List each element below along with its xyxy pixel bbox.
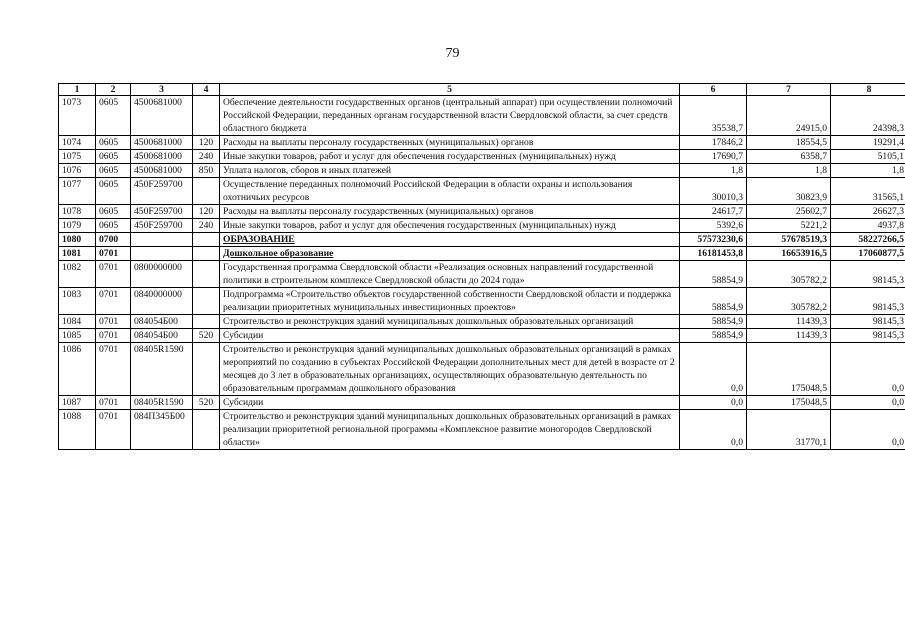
item-name: Строительство и реконструкция зданий муниципальных дошкольных образовательных организаций	[220, 315, 680, 329]
table-row	[59, 205, 905, 219]
table-row	[59, 164, 905, 178]
amount-col-8: 24398,3	[831, 96, 905, 136]
row-number: 1081	[59, 247, 96, 261]
amount-col-8: 0,0	[831, 343, 905, 396]
amount-col-7: 57678519,3	[747, 233, 831, 247]
item-name: Иные закупки товаров, работ и услуг для обеспечения государственных (муниципальных) нужд	[220, 150, 680, 164]
section-code: 0605	[96, 136, 131, 150]
row-number: 1075	[59, 150, 96, 164]
table-row	[59, 329, 905, 343]
item-name: Субсидии	[220, 396, 680, 410]
amount-col-6: 0,0	[680, 410, 747, 450]
section-code: 0701	[96, 410, 131, 450]
amount-col-6: 58854,9	[680, 329, 747, 343]
target-article-code: 450F259700	[131, 178, 193, 205]
table-row	[59, 219, 905, 233]
target-article-code: 08405R1590	[131, 343, 193, 396]
section-code: 0701	[96, 329, 131, 343]
amount-col-8: 98145,3	[831, 261, 905, 288]
table-row	[59, 150, 905, 164]
section-code: 0605	[96, 178, 131, 205]
target-article-code: 08405R1590	[131, 396, 193, 410]
amount-col-7: 305782,2	[747, 288, 831, 315]
expense-type-code	[193, 410, 220, 450]
item-name: Расходы на выплаты персоналу государственных (муниципальных) органов	[220, 136, 680, 150]
table-row	[59, 233, 905, 247]
target-article-code: 4500681000	[131, 150, 193, 164]
row-number: 1077	[59, 178, 96, 205]
amount-col-8: 19291,4	[831, 136, 905, 150]
row-number: 1078	[59, 205, 96, 219]
expense-type-code	[193, 233, 220, 247]
section-code: 0701	[96, 288, 131, 315]
table-row	[59, 288, 905, 315]
amount-col-6: 58854,9	[680, 261, 747, 288]
amount-col-8: 98145,3	[831, 288, 905, 315]
header-cell: 6	[680, 84, 747, 96]
amount-col-6: 24617,7	[680, 205, 747, 219]
item-name: Подпрограмма «Строительство объектов государственной собственности Свердловской области и поддержка реализации приоритетных муниципальных инвестиционных проектов»	[220, 288, 680, 315]
item-name: Иные закупки товаров, работ и услуг для обеспечения государственных (муниципальных) нужд	[220, 219, 680, 233]
table-row	[59, 396, 905, 410]
amount-col-7: 31770,1	[747, 410, 831, 450]
amount-col-8: 0,0	[831, 396, 905, 410]
row-number: 1084	[59, 315, 96, 329]
expense-type-code: 120	[193, 136, 220, 150]
section-code: 0605	[96, 205, 131, 219]
amount-col-6: 16181453,8	[680, 247, 747, 261]
amount-col-8: 58227266,5	[831, 233, 905, 247]
amount-col-7: 1,8	[747, 164, 831, 178]
header-row	[59, 84, 905, 96]
amount-col-7: 11439,3	[747, 315, 831, 329]
table-row	[59, 261, 905, 288]
row-number: 1074	[59, 136, 96, 150]
amount-col-8: 1,8	[831, 164, 905, 178]
amount-col-7: 175048,5	[747, 343, 831, 396]
row-number: 1080	[59, 233, 96, 247]
expense-type-code: 240	[193, 219, 220, 233]
header-cell: 5	[220, 84, 680, 96]
header-cell: 7	[747, 84, 831, 96]
amount-col-7: 5221,2	[747, 219, 831, 233]
target-article-code: 4500681000	[131, 164, 193, 178]
table-row	[59, 343, 905, 396]
item-name: Государственная программа Свердловской области «Реализация основных направлений государственной политики в строительном комплексе Свердловской области до 2024 года»	[220, 261, 680, 288]
amount-col-8: 98145,3	[831, 329, 905, 343]
section-code: 0701	[96, 343, 131, 396]
row-number: 1087	[59, 396, 96, 410]
section-code: 0605	[96, 219, 131, 233]
item-name: Уплата налогов, сборов и иных платежей	[220, 164, 680, 178]
amount-col-6: 30010,3	[680, 178, 747, 205]
target-article-code: 084П345Б00	[131, 410, 193, 450]
amount-col-7: 24915,0	[747, 96, 831, 136]
amount-col-7: 18554,5	[747, 136, 831, 150]
target-article-code: 0800000000	[131, 261, 193, 288]
header-cell: 2	[96, 84, 131, 96]
header-cell: 1	[59, 84, 96, 96]
amount-col-8: 17060877,5	[831, 247, 905, 261]
amount-col-7: 25602,7	[747, 205, 831, 219]
section-code: 0701	[96, 247, 131, 261]
amount-col-8: 26627,3	[831, 205, 905, 219]
table-row	[59, 410, 905, 450]
header-cell: 3	[131, 84, 193, 96]
target-article-code	[131, 233, 193, 247]
amount-col-7: 11439,3	[747, 329, 831, 343]
amount-col-7: 175048,5	[747, 396, 831, 410]
row-number: 1086	[59, 343, 96, 396]
expense-type-code: 120	[193, 205, 220, 219]
header-cell: 8	[831, 84, 905, 96]
item-name: Строительство и реконструкция зданий муниципальных дошкольных образовательных организаций в рамках реализации приоритетной региональной программы «Комплексное развитие моногородов Свердловской области»	[220, 410, 680, 450]
amount-col-6: 58854,9	[680, 315, 747, 329]
expense-type-code	[193, 288, 220, 315]
expense-type-code	[193, 178, 220, 205]
amount-col-8: 4937,8	[831, 219, 905, 233]
amount-col-6: 0,0	[680, 343, 747, 396]
expense-type-code	[193, 315, 220, 329]
target-article-code: 4500681000	[131, 136, 193, 150]
amount-col-8: 31565,1	[831, 178, 905, 205]
target-article-code	[131, 247, 193, 261]
section-code: 0701	[96, 396, 131, 410]
amount-col-6: 0,0	[680, 396, 747, 410]
section-code: 0605	[96, 164, 131, 178]
target-article-code: 0840000000	[131, 288, 193, 315]
target-article-code: 084054Б00	[131, 329, 193, 343]
amount-col-8: 0,0	[831, 410, 905, 450]
row-number: 1088	[59, 410, 96, 450]
item-name: ОБРАЗОВАНИЕ	[220, 233, 680, 247]
table-row	[59, 315, 905, 329]
section-code: 0605	[96, 96, 131, 136]
amount-col-6: 1,8	[680, 164, 747, 178]
item-name: Субсидии	[220, 329, 680, 343]
amount-col-6: 17846,2	[680, 136, 747, 150]
amount-col-7: 305782,2	[747, 261, 831, 288]
section-code: 0701	[96, 261, 131, 288]
section-code: 0700	[96, 233, 131, 247]
target-article-code: 450F259700	[131, 205, 193, 219]
amount-col-6: 57573230,6	[680, 233, 747, 247]
table-row	[59, 178, 905, 205]
expense-type-code: 850	[193, 164, 220, 178]
amount-col-6: 58854,9	[680, 288, 747, 315]
item-name: Дошкольное образование	[220, 247, 680, 261]
item-name: Строительство и реконструкция зданий муниципальных дошкольных образовательных организаций в рамках мероприятий по созданию в субъектах Российской Федерации дополнительных мест для детей в возрасте от 2 месяцев до 3 лет в образовательных организациях, осуществляющих образовательную деятельность по образовательным программам дошкольного образования	[220, 343, 680, 396]
section-code: 0701	[96, 315, 131, 329]
target-article-code: 450F259700	[131, 219, 193, 233]
table-row	[59, 96, 905, 136]
table-row	[59, 247, 905, 261]
amount-col-7: 16653916,5	[747, 247, 831, 261]
expense-type-code	[193, 96, 220, 136]
expense-type-code	[193, 247, 220, 261]
amount-col-6: 17690,7	[680, 150, 747, 164]
amount-col-6: 5392,6	[680, 219, 747, 233]
expense-type-code	[193, 343, 220, 396]
row-number: 1073	[59, 96, 96, 136]
row-number: 1085	[59, 329, 96, 343]
amount-col-7: 6358,7	[747, 150, 831, 164]
page-number: 79	[445, 46, 460, 61]
expense-type-code	[193, 261, 220, 288]
row-number: 1076	[59, 164, 96, 178]
amount-col-7: 30823,9	[747, 178, 831, 205]
table-row	[59, 136, 905, 150]
expense-type-code: 520	[193, 329, 220, 343]
expense-type-code: 520	[193, 396, 220, 410]
expense-type-code: 240	[193, 150, 220, 164]
amount-col-8: 98145,3	[831, 315, 905, 329]
item-name: Осуществление переданных полномочий Российской Федерации в области охраны и использования охотничьих ресурсов	[220, 178, 680, 205]
row-number: 1083	[59, 288, 96, 315]
header-cell: 4	[193, 84, 220, 96]
row-number: 1082	[59, 261, 96, 288]
item-name: Расходы на выплаты персоналу государственных (муниципальных) органов	[220, 205, 680, 219]
amount-col-6: 35538,7	[680, 96, 747, 136]
budget-table	[58, 83, 905, 450]
amount-col-8: 5105,1	[831, 150, 905, 164]
item-name: Обеспечение деятельности государственных органов (центральный аппарат) при осуществлении полномочий Российской Федерации, переданных органам государственной власти Свердловской области, за счет средств областного бюджета	[220, 96, 680, 136]
target-article-code: 084054Б00	[131, 315, 193, 329]
row-number: 1079	[59, 219, 96, 233]
section-code: 0605	[96, 150, 131, 164]
target-article-code: 4500681000	[131, 96, 193, 136]
